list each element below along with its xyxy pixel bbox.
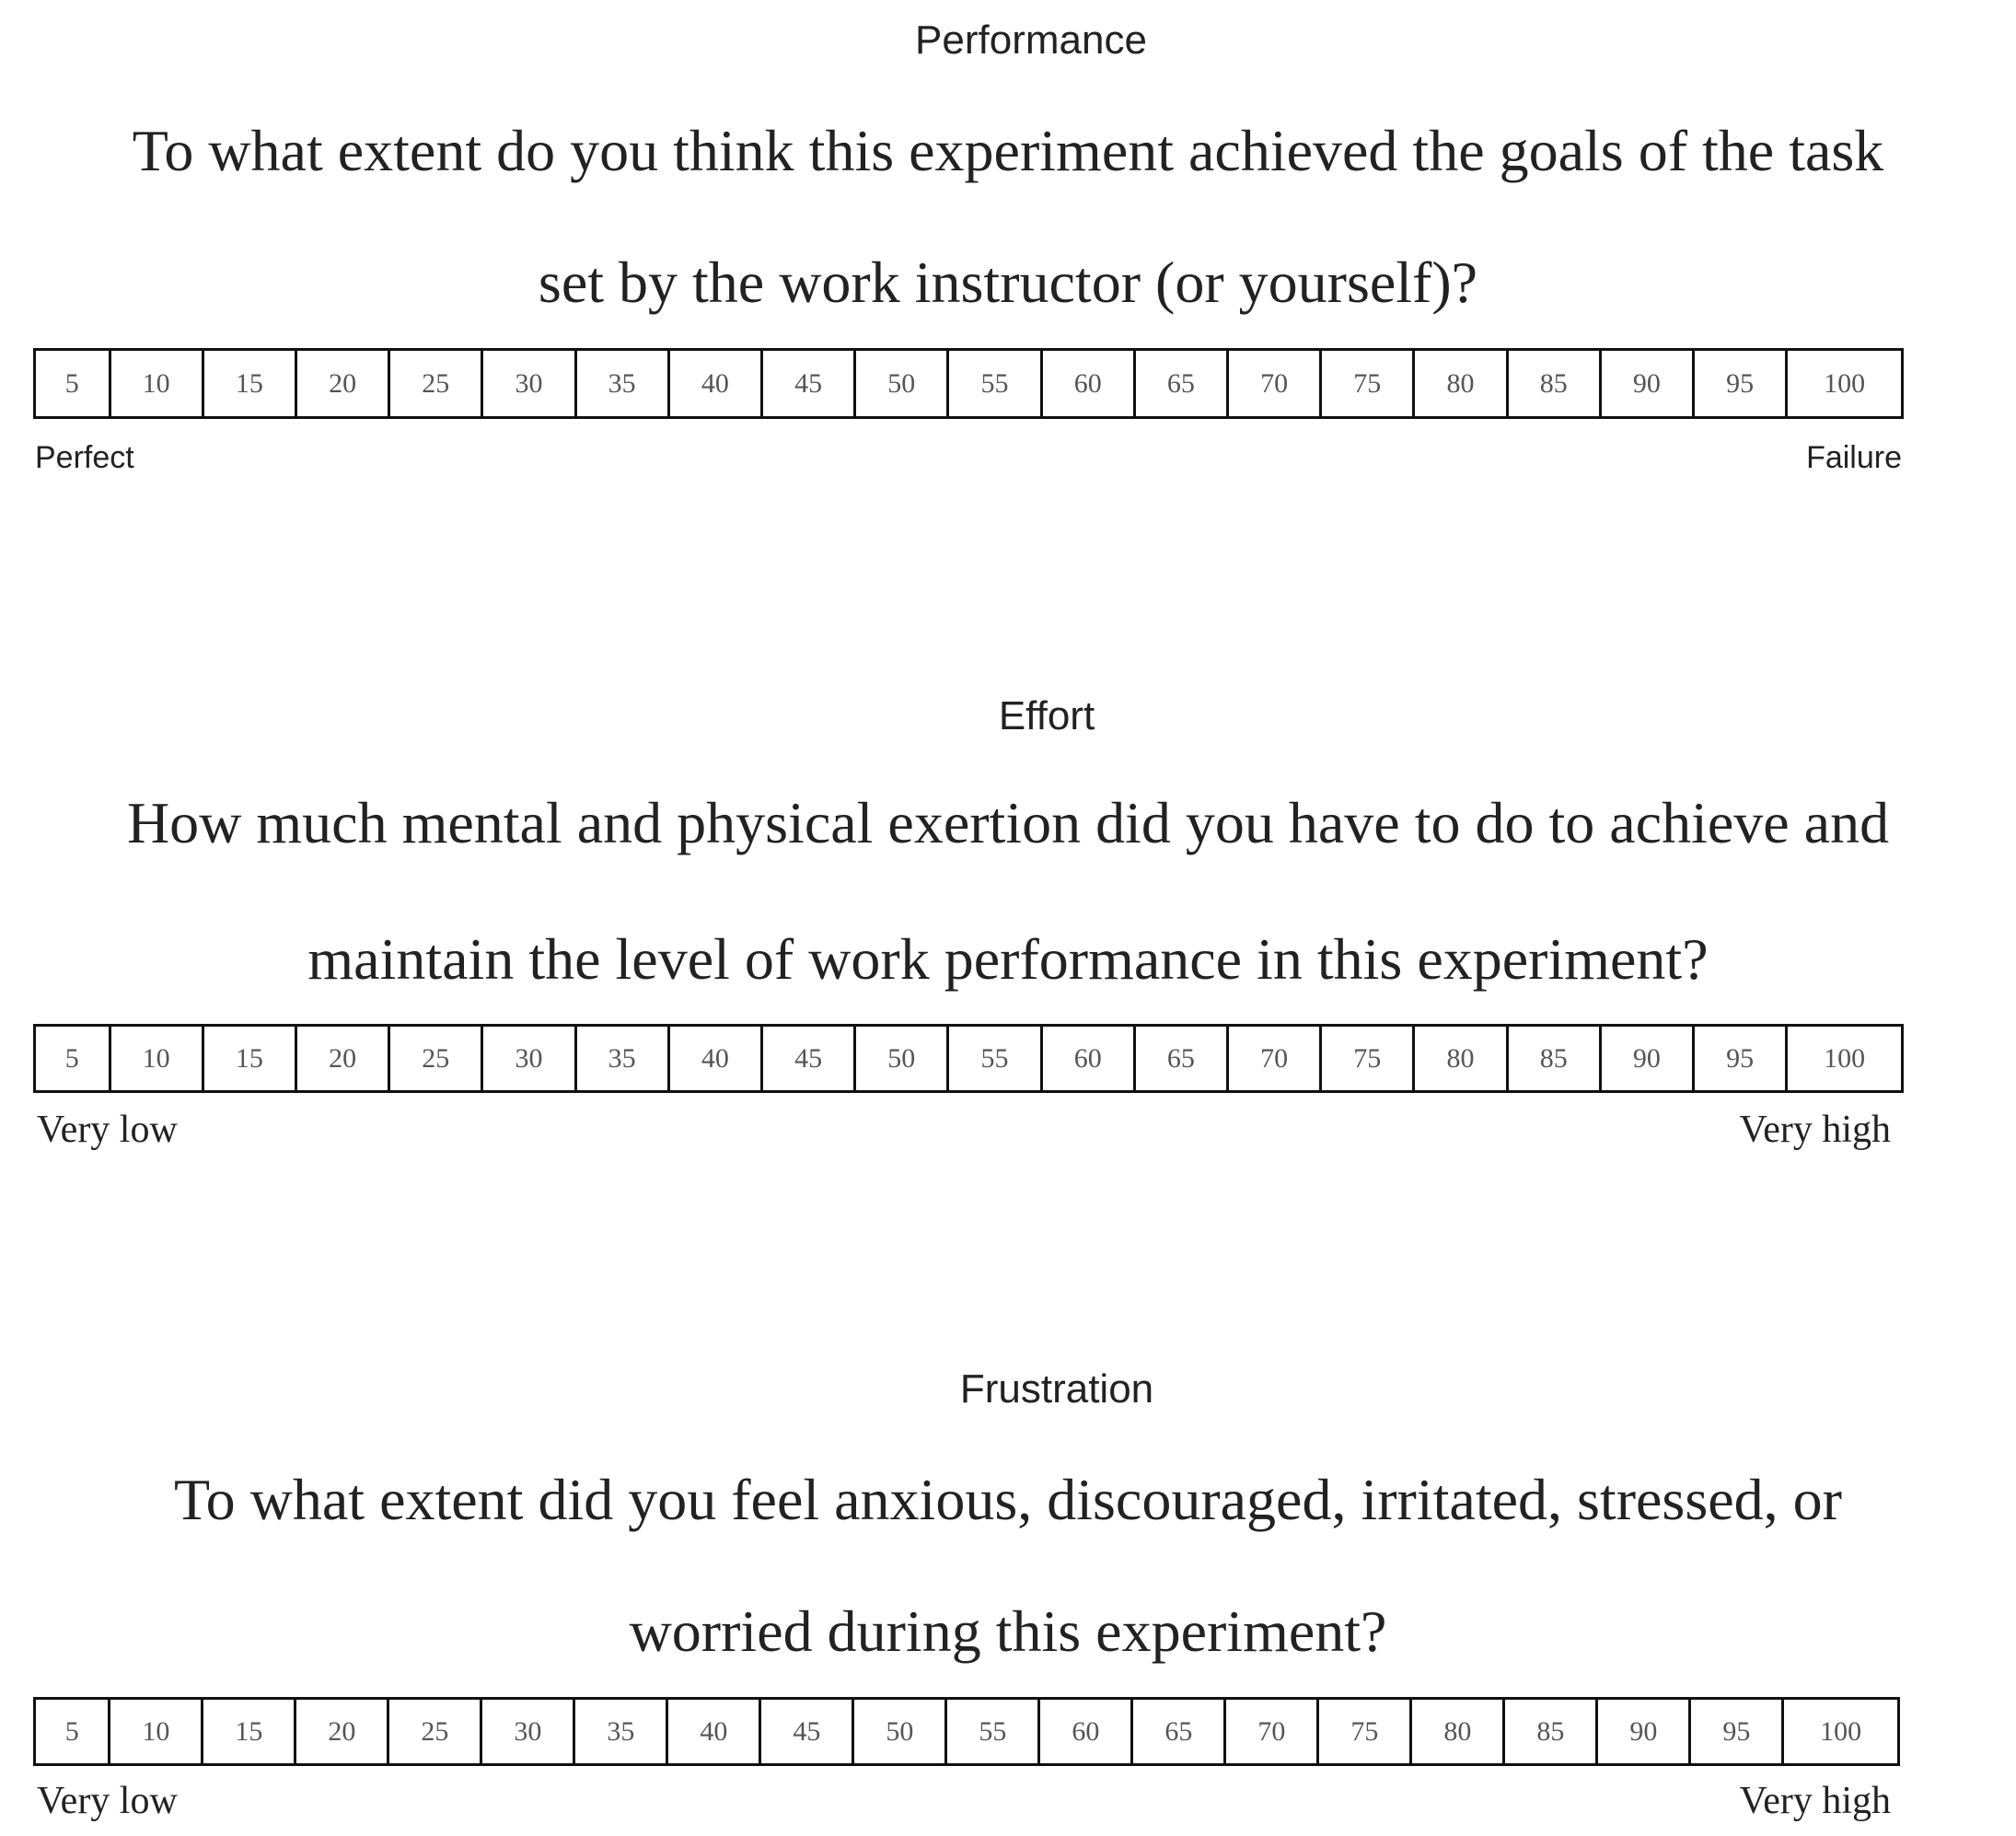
- performance-scale-cell-50[interactable]: 50: [856, 351, 949, 416]
- effort-scale-cell-100[interactable]: 100: [1824, 1042, 1866, 1074]
- performance-scale-cell-60[interactable]: 60: [1043, 351, 1136, 416]
- performance-scale-cell-15[interactable]: 15: [204, 351, 297, 416]
- frustration-scale-cell-10[interactable]: 10: [110, 1700, 203, 1763]
- effort-anchor-right: Very high: [1739, 1109, 1891, 1151]
- effort-scale-cell-70[interactable]: 70: [1229, 1027, 1322, 1090]
- effort-scale-cell-20[interactable]: 20: [297, 1027, 390, 1090]
- performance-anchor-right: Failure: [1806, 440, 1902, 475]
- effort-scale-cell-25[interactable]: 25: [390, 1027, 483, 1090]
- effort-scale-cell-15[interactable]: 15: [204, 1027, 297, 1090]
- effort-scale-cell-85[interactable]: 85: [1509, 1027, 1602, 1090]
- frustration-scale-cell-60[interactable]: 60: [1040, 1700, 1133, 1763]
- performance-scale-cell-25[interactable]: 25: [390, 351, 483, 416]
- effort-scale-cell-90[interactable]: 90: [1602, 1027, 1695, 1090]
- performance-scale-cell-20[interactable]: 20: [297, 351, 390, 416]
- performance-scale-cell-70[interactable]: 70: [1229, 351, 1322, 416]
- effort-scale-cell-5[interactable]: 5: [36, 1027, 111, 1090]
- frustration-scale-cell-100[interactable]: 100: [1820, 1715, 1862, 1747]
- performance-title: Performance: [915, 17, 1147, 63]
- frustration-scale-cell-25[interactable]: 25: [389, 1700, 482, 1763]
- frustration-scale-cell-20[interactable]: 20: [296, 1700, 389, 1763]
- performance-scale-cell-85[interactable]: 85: [1509, 351, 1602, 416]
- effort-scale-cell-30[interactable]: 30: [483, 1027, 576, 1090]
- performance-scale-cell-30[interactable]: 30: [483, 351, 576, 416]
- performance-anchor-left: Perfect: [35, 440, 134, 475]
- performance-scale-cell-10[interactable]: 10: [111, 351, 204, 416]
- frustration-scale-cell-55[interactable]: 55: [947, 1700, 1040, 1763]
- effort-scale-cell-95[interactable]: 95: [1695, 1027, 1788, 1090]
- effort-title: Effort: [998, 693, 1095, 738]
- frustration-scale-cell-65[interactable]: 65: [1133, 1700, 1226, 1763]
- performance-scale-cell-75[interactable]: 75: [1322, 351, 1415, 416]
- frustration-scale-cell-5[interactable]: 5: [36, 1700, 110, 1763]
- performance-question-line2: set by the work instructor (or yourself)?: [538, 250, 1478, 315]
- performance-scale-cell-65[interactable]: 65: [1136, 351, 1229, 416]
- effort-scale-cell-10[interactable]: 10: [111, 1027, 204, 1090]
- frustration-rating-scale: [33, 1697, 1900, 1766]
- frustration-scale-cell-95[interactable]: 95: [1691, 1700, 1784, 1763]
- frustration-scale-cell-45[interactable]: 45: [761, 1700, 854, 1763]
- effort-question-line2: maintain the level of work performance in this experiment?: [307, 926, 1709, 992]
- frustration-scale-cell-75[interactable]: 75: [1319, 1700, 1412, 1763]
- performance-scale-cell-100[interactable]: 100: [1824, 367, 1866, 399]
- frustration-anchor-right: Very high: [1739, 1780, 1891, 1822]
- frustration-question-line2: worried during this experiment?: [629, 1598, 1387, 1664]
- performance-scale-cell-40[interactable]: 40: [670, 351, 763, 416]
- effort-anchor-left: Very low: [37, 1109, 178, 1151]
- performance-scale-cell-80[interactable]: 80: [1415, 351, 1508, 416]
- performance-scale-cell-45[interactable]: 45: [763, 351, 856, 416]
- effort-scale-cell-75[interactable]: 75: [1322, 1027, 1415, 1090]
- performance-scale-cell-5[interactable]: 5: [36, 351, 111, 416]
- effort-scale-cell-80[interactable]: 80: [1415, 1027, 1508, 1090]
- effort-scale-cell-45[interactable]: 45: [763, 1027, 856, 1090]
- performance-scale-cell-55[interactable]: 55: [949, 351, 1042, 416]
- effort-scale-cell-35[interactable]: 35: [577, 1027, 670, 1090]
- performance-scale-cell-95[interactable]: 95: [1695, 351, 1788, 416]
- effort-rating-scale: [33, 1024, 1904, 1093]
- frustration-scale-cell-70[interactable]: 70: [1226, 1700, 1319, 1763]
- effort-question-line1: How much mental and physical exertion did you have to do to achieve and: [126, 790, 1890, 855]
- frustration-scale-cell-80[interactable]: 80: [1412, 1700, 1505, 1763]
- effort-scale-cell-50[interactable]: 50: [856, 1027, 949, 1090]
- performance-scale-cell-35[interactable]: 35: [577, 351, 670, 416]
- effort-scale-cell-60[interactable]: 60: [1043, 1027, 1136, 1090]
- frustration-scale-cell-30[interactable]: 30: [482, 1700, 575, 1763]
- effort-scale-cell-65[interactable]: 65: [1136, 1027, 1229, 1090]
- frustration-anchor-left: Very low: [37, 1780, 178, 1822]
- frustration-scale-cell-15[interactable]: 15: [203, 1700, 296, 1763]
- frustration-scale-cell-40[interactable]: 40: [668, 1700, 761, 1763]
- performance-rating-scale: [33, 348, 1904, 419]
- performance-scale-cell-90[interactable]: 90: [1602, 351, 1695, 416]
- performance-question-line1: To what extent do you think this experiment achieved the goals of the task: [132, 118, 1884, 183]
- frustration-scale-cell-90[interactable]: 90: [1598, 1700, 1691, 1763]
- effort-scale-cell-40[interactable]: 40: [670, 1027, 763, 1090]
- frustration-title: Frustration: [959, 1366, 1154, 1412]
- effort-scale-cell-55[interactable]: 55: [949, 1027, 1042, 1090]
- frustration-question-line1: To what extent did you feel anxious, discouraged, irritated, stressed, or: [174, 1467, 1842, 1532]
- frustration-scale-cell-85[interactable]: 85: [1505, 1700, 1598, 1763]
- frustration-scale-cell-35[interactable]: 35: [575, 1700, 668, 1763]
- frustration-scale-cell-50[interactable]: 50: [854, 1700, 947, 1763]
